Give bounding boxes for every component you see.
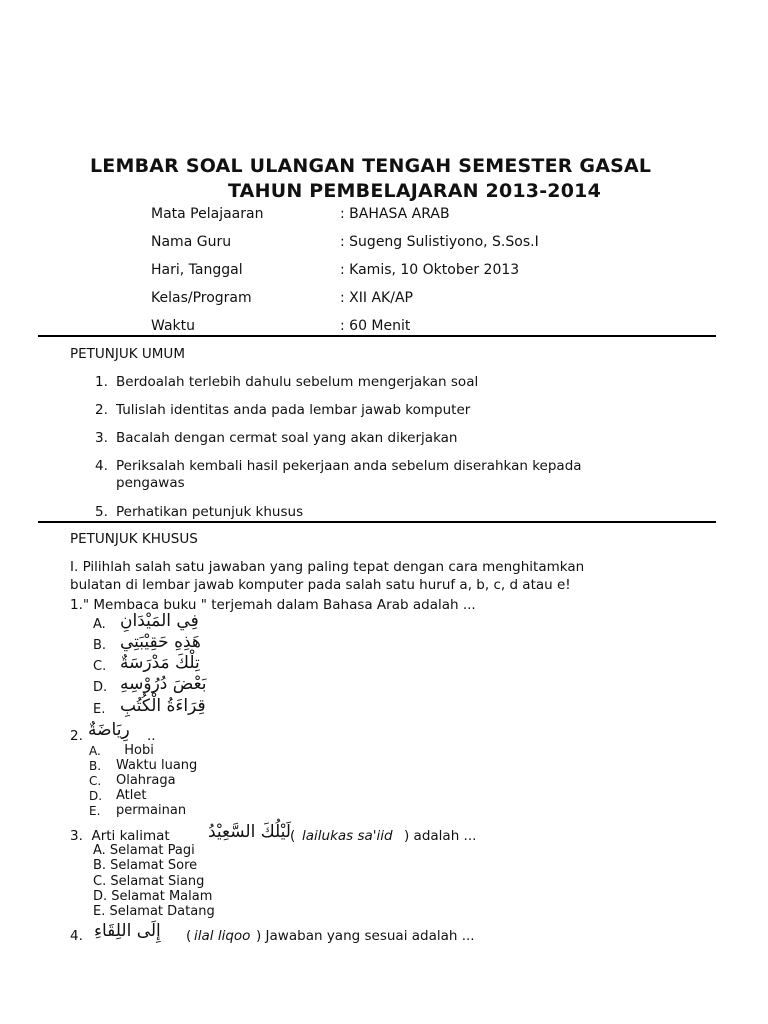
- option-label: D.: [93, 680, 108, 695]
- option-label: A.: [89, 744, 101, 758]
- instruction-line-2: bulatan di lembar jawab komputer pada salah satu huruf a, b, c, d atau e!: [70, 577, 571, 593]
- question-3-open: (: [290, 828, 296, 844]
- title-line-2: TAHUN PEMBELAJARAN 2013-2014: [228, 180, 601, 202]
- option-arabic: قِرَاءَةُ الْكُتُبِ: [120, 696, 206, 716]
- question-2-number: 2.: [70, 728, 83, 744]
- title-line-1: LEMBAR SOAL ULANGAN TENGAH SEMESTER GASAL: [90, 155, 652, 177]
- question-1-stem: 1." Membaca buku " terjemah dalam Bahasa Arab adalah ...: [70, 597, 476, 613]
- option-label: B.: [89, 759, 102, 773]
- option-text: Olahraga: [116, 773, 176, 788]
- meta-label-subject: Mata Pelajaaran: [151, 206, 264, 222]
- option-text: Hobi: [116, 743, 154, 758]
- meta-label-date: Hari, Tanggal: [151, 262, 243, 278]
- option-label: E.: [93, 702, 106, 717]
- option-text: C. Selamat Siang: [93, 874, 205, 889]
- option-label: A.: [93, 617, 106, 632]
- question-3-suffix: ) adalah ...: [404, 828, 477, 844]
- list-item-number: 4.: [95, 458, 108, 474]
- instruction-line-1: I. Pilihlah salah satu jawaban yang paling tepat dengan cara menghitamkan: [70, 559, 585, 575]
- option-text: Waktu luang: [116, 758, 198, 773]
- option-arabic: بَعْضَ دُرُوْسِهِ: [120, 674, 207, 694]
- divider-bottom: [38, 521, 716, 523]
- option-text: D. Selamat Malam: [93, 889, 213, 904]
- meta-value-date: : Kamis, 10 Oktober 2013: [340, 262, 520, 278]
- option-text: permainan: [116, 803, 187, 818]
- section-heading-khusus: PETUNJUK KHUSUS: [70, 531, 198, 547]
- question-4-open: (: [186, 928, 192, 944]
- option-arabic: هَذِهِ حَقِيْبَتِي: [120, 632, 201, 652]
- question-4-number: 4.: [70, 928, 83, 944]
- question-3-prefix: 3. Arti kalimat: [70, 828, 170, 844]
- option-text: Atlet: [116, 788, 147, 803]
- meta-label-class: Kelas/Program: [151, 290, 252, 306]
- meta-value-time: : 60 Menit: [340, 318, 411, 334]
- question-3-transliteration: lailukas sa'iid: [302, 828, 393, 844]
- list-item: Bacalah dengan cermat soal yang akan dikerjakan: [116, 430, 458, 446]
- question-4-transliteration: ilal liqoo: [194, 928, 251, 944]
- meta-label-time: Waktu: [151, 318, 195, 334]
- list-item: Berdoalah terlebih dahulu sebelum mengerjakan soal: [116, 374, 479, 390]
- meta-value-class: : XII AK/AP: [340, 290, 413, 306]
- option-text: A. Selamat Pagi: [93, 843, 195, 858]
- option-label: C.: [89, 774, 102, 788]
- list-item: Perhatikan petunjuk khusus: [116, 504, 304, 520]
- list-item-number: 2.: [95, 402, 108, 418]
- list-item: Periksalah kembali hasil pekerjaan anda sebelum diserahkan kepada: [116, 458, 582, 474]
- list-item-number: 3.: [95, 430, 108, 446]
- option-arabic: تِلْكَ مَدْرَسَةٌ: [120, 653, 200, 673]
- list-item: Tulislah identitas anda pada lembar jawab komputer: [116, 402, 471, 418]
- section-heading-umum: PETUNJUK UMUM: [70, 346, 185, 362]
- question-4-arabic: إِلَى اللِقَاءِ: [94, 921, 161, 941]
- option-label: D.: [89, 789, 103, 803]
- question-3-arabic: لَيْلُكَ السَّعِيْدُ: [208, 822, 291, 842]
- meta-value-subject: : BAHASA ARAB: [340, 206, 450, 222]
- divider-top: [38, 335, 716, 337]
- question-2-arabic: رِيَاضَةٌ: [88, 720, 130, 740]
- list-item-continued: pengawas: [116, 475, 185, 491]
- option-label: E.: [89, 804, 101, 818]
- option-arabic: فِي المَيْدَانِ: [120, 611, 199, 631]
- meta-value-teacher: : Sugeng Sulistiyono, S.Sos.I: [340, 234, 539, 250]
- meta-label-teacher: Nama Guru: [151, 234, 232, 250]
- option-text: E. Selamat Datang: [93, 904, 215, 919]
- option-text: B. Selamat Sore: [93, 858, 198, 873]
- list-item-number: 5.: [95, 504, 108, 520]
- question-4-suffix: ) Jawaban yang sesuai adalah ...: [256, 928, 475, 944]
- option-label: B.: [93, 638, 107, 653]
- question-2-dots: ..: [147, 728, 156, 744]
- list-item-number: 1.: [95, 374, 108, 390]
- option-label: C.: [93, 659, 107, 674]
